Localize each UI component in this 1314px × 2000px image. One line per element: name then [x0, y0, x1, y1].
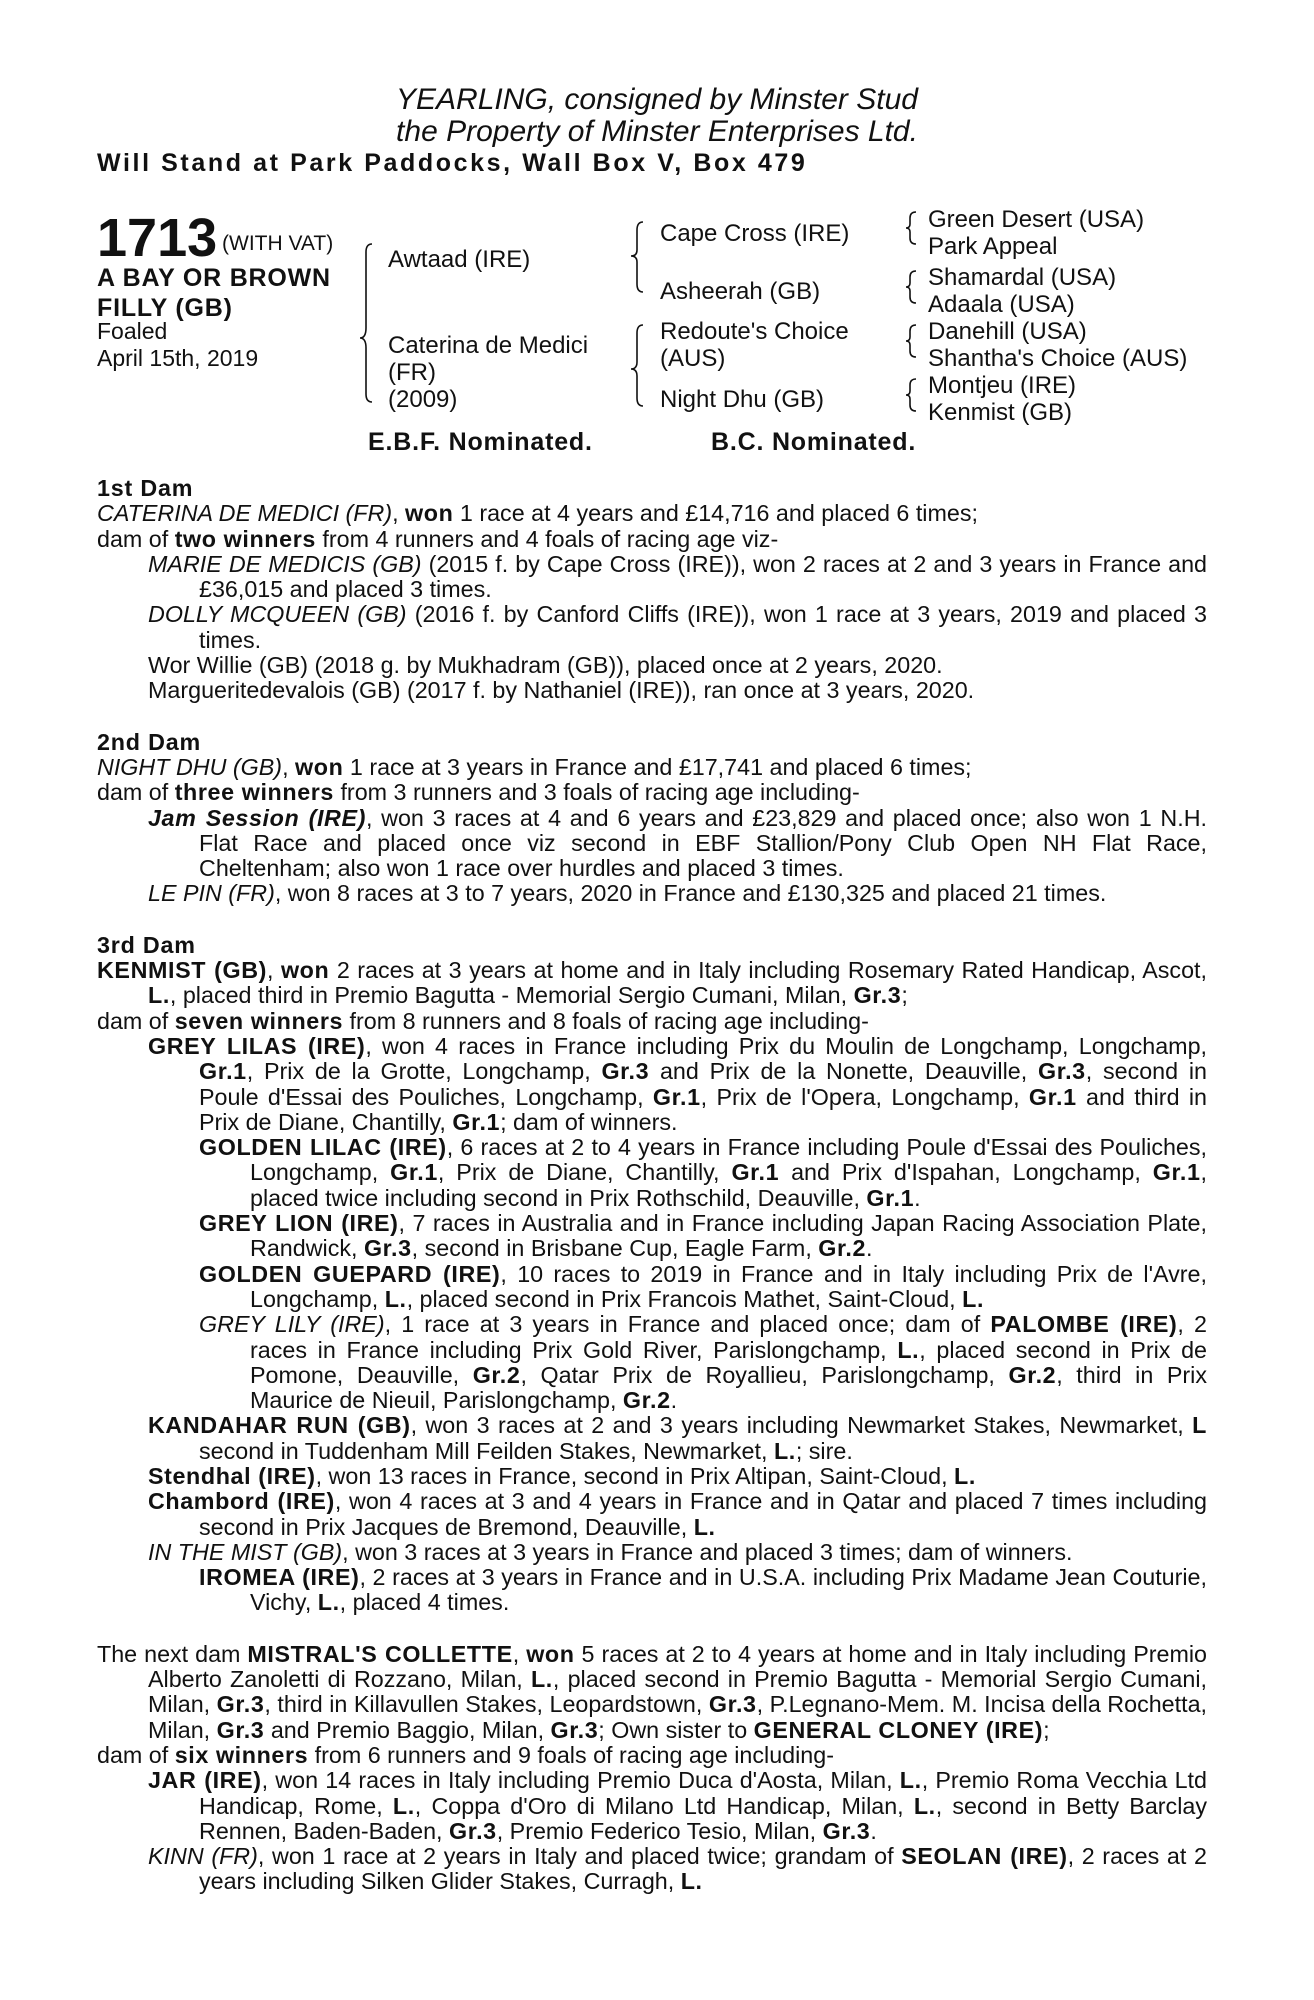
- text-run: , won 4 races in France including Prix du Moulin de Longchamp, Longchamp,: [365, 1032, 1207, 1059]
- text-run: , 2 races at 3 years in France and in U.S.A. including Prix Madame Jean Couturie, Vichy,: [250, 1564, 1207, 1616]
- text-run: , Qatar Prix de Royallieu, Parislongchamp,: [520, 1361, 1009, 1388]
- text-run: SEOLAN (IRE): [901, 1843, 1068, 1870]
- text-run: L.: [148, 982, 170, 1009]
- lot-number: 1713: [97, 208, 218, 268]
- text-run: Stendhal (IRE): [148, 1462, 316, 1489]
- text-run: , Premio Federico Tesio, Milan,: [496, 1817, 823, 1844]
- sire-name: Awtaad (IRE): [388, 246, 531, 273]
- text-run: 2 races at 3 years at home and in Italy including Rosemary Rated Handicap, Ascot,: [329, 957, 1207, 984]
- bc-nominated: B.C. Nominated.: [711, 428, 917, 456]
- text-run: .: [866, 1235, 873, 1262]
- next-dam-record: [97, 1642, 1207, 1743]
- produce-entry: [148, 1844, 1207, 1895]
- sire-sire-name: Cape Cross (IRE): [660, 220, 850, 247]
- text-run: L.: [899, 1767, 922, 1794]
- text-run: L.: [530, 1666, 553, 1693]
- third-dam-produce-summary: [97, 1009, 1207, 1034]
- text-run: and third in Prix de Diane, Chantilly,: [199, 1083, 1207, 1135]
- ancestor-park-appeal: Park Appeal: [928, 233, 1058, 260]
- produce-entry: [148, 653, 1207, 678]
- text-run: second in Tuddenham Mill Feilden Stakes, Newmarket,: [199, 1437, 774, 1464]
- stabling-line: Will Stand at Park Paddocks, Wall Box V, Box 479: [97, 149, 808, 177]
- text-run: , placed third in Premio Bagutta - Memorial Sergio Cumani, Milan,: [169, 982, 854, 1009]
- lot-description-line1: A BAY OR BROWN: [97, 264, 331, 292]
- text-run: , Prix de Diane, Chantilly,: [437, 1159, 732, 1186]
- text-run: , Premio Roma Vecchia Ltd Handicap, Rome,: [199, 1767, 1207, 1819]
- first-dam-heading: 1st Dam: [97, 475, 194, 501]
- text-run: Gr.3: [216, 1716, 265, 1743]
- ancestor-green-desert: Green Desert (USA): [928, 206, 1145, 233]
- text-run: dam of: [97, 525, 175, 552]
- text-run: , placed second in Premio Bagutta - Memorial Sergio Cumani, Milan,: [148, 1666, 1207, 1718]
- text-run: dam of: [97, 779, 175, 806]
- text-run: Gr.3: [550, 1716, 599, 1743]
- text-run: two winners: [174, 525, 316, 552]
- text-run: Gr.2: [818, 1235, 867, 1262]
- text-run: LE PIN (FR): [148, 880, 275, 907]
- produce-entry: [148, 1034, 1207, 1135]
- text-run: , won 4 races at 3 and 4 years in France and in Qatar and placed 7 times including second in Prix Jacques de Bremond, Deauville,: [199, 1488, 1207, 1540]
- text-run: , placed 4 times.: [339, 1589, 510, 1616]
- produce-entry: [199, 1211, 1207, 1262]
- text-run: .: [914, 1184, 921, 1211]
- text-run: , 2 races at 2 years including Silken Glider Stakes, Curragh,: [199, 1843, 1207, 1895]
- second-dam-heading: 2nd Dam: [97, 728, 201, 755]
- ancestor-adaala: Adaala (USA): [928, 291, 1075, 318]
- text-run: Gr.3: [216, 1691, 265, 1718]
- g3-bracket: [906, 325, 916, 357]
- text-run: Gr.2: [472, 1361, 521, 1388]
- dam-sections: [97, 476, 1207, 1895]
- text-run: , third in Killavullen Stakes, Leopardstown,: [264, 1691, 709, 1718]
- second-dam-produce-summary: [97, 780, 1207, 805]
- text-run: Gr.3: [822, 1817, 871, 1844]
- text-run: KENMIST (GB): [97, 957, 267, 984]
- text-run: L: [1192, 1412, 1207, 1439]
- text-run: MARIE DE MEDICIS (GB): [148, 550, 422, 577]
- text-run: and Prix d'Ispahan, Longchamp,: [779, 1159, 1153, 1186]
- text-run: six winners: [174, 1741, 309, 1768]
- text-run: from 8 runners and 8 foals of racing age including-: [343, 1007, 869, 1034]
- text-run: Gr.2: [622, 1387, 671, 1414]
- produce-entry: [148, 678, 1207, 703]
- produce-entry: [148, 1768, 1207, 1844]
- text-run: The next dam: [97, 1640, 248, 1667]
- text-run: , second in Betty Barclay Rennen, Baden-Baden,: [199, 1792, 1207, 1844]
- text-run: GOLDEN GUEPARD (IRE): [199, 1260, 501, 1287]
- text-run: ; Own sister to: [598, 1716, 754, 1743]
- text-run: GREY LION (IRE): [199, 1210, 399, 1237]
- text-run: DOLLY MCQUEEN (GB): [148, 601, 407, 628]
- text-run: L.: [384, 1285, 407, 1312]
- text-run: and Premio Baggio, Milan,: [264, 1716, 551, 1743]
- ancestor-montjeu: Montjeu (IRE): [928, 372, 1077, 399]
- text-run: L.: [962, 1285, 985, 1312]
- text-run: NIGHT DHU (GB): [97, 753, 283, 780]
- second-dam-record: [97, 755, 1207, 780]
- produce-entry: [199, 1565, 1207, 1616]
- text-run: , P.Legnano-Mem. M. Incisa della Rochetta, Milan,: [148, 1691, 1208, 1743]
- text-run: , 2 races in France including Prix Gold River, Parislongchamp,: [250, 1311, 1207, 1363]
- text-run: , won 3 races at 3 years in France and placed 3 times; dam of winners.: [342, 1538, 1073, 1565]
- text-run: Gr.1: [390, 1159, 438, 1186]
- text-run: L.: [392, 1792, 415, 1819]
- text-run: ,: [266, 957, 281, 984]
- text-run: Gr.1: [199, 1058, 247, 1085]
- text-run: PALOMBE (IRE): [990, 1311, 1178, 1338]
- text-run: , placed second in Prix de Pomone, Deauville,: [250, 1336, 1207, 1388]
- text-run: Gr.3: [601, 1058, 650, 1085]
- sire-dam-bracket: [360, 244, 372, 402]
- text-run: Gr.1: [731, 1159, 780, 1186]
- text-run: dam of: [97, 1007, 175, 1034]
- produce-entry: [199, 1135, 1207, 1211]
- first-dam-record: [97, 501, 1207, 526]
- text-run: Gr.1: [866, 1184, 915, 1211]
- text-run: from 4 runners and 4 foals of racing age viz-: [315, 525, 779, 552]
- text-run: , 1 race at 3 years in France and placed once; dam of: [384, 1311, 991, 1338]
- text-run: won: [280, 957, 330, 984]
- text-run: , second in Brisbane Cup, Eagle Farm,: [411, 1235, 819, 1262]
- text-run: 5 races at 2 to 4 years at home and in Italy including Premio Alberto Zanoletti di Rozzano, Milan,: [148, 1640, 1207, 1693]
- text-run: , 6 races at 2 to 4 years in France including Poule d'Essai des Pouliches, Longchamp,: [250, 1134, 1208, 1186]
- g1-bracket: [906, 212, 916, 244]
- text-run: from 3 runners and 3 foals of racing age including-: [333, 779, 860, 806]
- lot-description-line2: FILLY (GB): [97, 294, 233, 322]
- consignor-line: YEARLING, consigned by Minster Stud: [396, 83, 918, 116]
- text-run: , won 3 races at 2 and 3 years including Newmarket Stakes, Newmarket,: [410, 1412, 1193, 1439]
- produce-entry: [148, 1489, 1207, 1540]
- text-run: (2016 f. by Canford Cliffs (IRE)), won 1 race at 3 years, 2019 and placed 3 times.: [199, 601, 1207, 653]
- text-run: Gr.3: [853, 982, 902, 1009]
- dam-name-line3: (2009): [388, 386, 458, 413]
- text-run: , 7 races in Australia and in France including Japan Racing Association Plate, Randwick,: [250, 1210, 1207, 1262]
- text-run: , won 13 races in France, second in Prix Altipan, Saint-Cloud,: [315, 1462, 955, 1489]
- text-run: L.: [317, 1589, 340, 1616]
- text-run: , placed second in Prix Francois Mathet, Saint-Cloud,: [406, 1285, 963, 1312]
- text-run: GREY LILY (IRE): [199, 1311, 385, 1338]
- produce-entry: [148, 1540, 1207, 1565]
- text-run: won: [405, 500, 454, 527]
- text-run: and Prix de la Nonette, Deauville,: [649, 1058, 1038, 1085]
- text-run: L.: [773, 1437, 796, 1464]
- text-run: ; dam of winners.: [500, 1108, 678, 1135]
- text-run: ,: [282, 753, 296, 780]
- text-run: (2015 f. by Cape Cross (IRE)), won 2 races at 2 and 3 years in France and £36,015 and placed 3 times.: [199, 550, 1207, 603]
- text-run: from 6 runners and 9 foals of racing age including-: [308, 1741, 834, 1768]
- text-run: MISTRAL'S COLLETTE: [247, 1640, 513, 1667]
- foaled-label: Foaled: [97, 318, 168, 344]
- produce-entry: [199, 1312, 1207, 1413]
- property-line: the Property of Minster Enterprises Ltd.: [396, 115, 918, 148]
- text-run: Gr.1: [1028, 1083, 1077, 1110]
- sire-dam-name: Asheerah (GB): [660, 278, 821, 305]
- sire-bracket: [631, 222, 643, 292]
- text-run: Gr.3: [1037, 1058, 1086, 1085]
- text-run: CATERINA DE MEDICI (FR): [97, 500, 393, 527]
- produce-entry: [148, 1413, 1207, 1464]
- text-run: IN THE MIST (GB): [148, 1538, 343, 1565]
- text-run: , won 1 race at 2 years in Italy and placed twice; grandam of: [257, 1843, 902, 1870]
- text-run: Gr.1: [652, 1083, 701, 1110]
- produce-entry: [148, 602, 1207, 653]
- text-run: Gr.1: [452, 1108, 501, 1135]
- text-run: seven winners: [174, 1007, 344, 1034]
- produce-entry: [148, 881, 1207, 906]
- dam-name-line2: (FR): [388, 359, 436, 386]
- text-run: won: [526, 1640, 575, 1667]
- produce-entry: [148, 806, 1207, 882]
- third-dam-heading: 3rd Dam: [97, 931, 196, 958]
- text-run: .: [870, 1817, 877, 1844]
- text-run: , Prix de la Grotte, Longchamp,: [246, 1058, 602, 1085]
- vat-label: (WITH VAT): [222, 232, 334, 255]
- third-dam-record: [97, 958, 1207, 1009]
- dam-bracket: [631, 325, 643, 406]
- ebf-nominated: E.B.F. Nominated.: [368, 428, 593, 456]
- text-run: Chambord (IRE): [148, 1488, 335, 1515]
- text-run: Margueritedevalois (GB) (2017 f. by Nathaniel (IRE)), ran once at 3 years, 2020.: [148, 677, 975, 704]
- text-run: GENERAL CLONEY (IRE): [753, 1716, 1044, 1743]
- text-run: won: [295, 753, 344, 780]
- ancestor-shamardal: Shamardal (USA): [928, 264, 1117, 291]
- text-run: ,: [392, 500, 406, 527]
- text-run: 1 race at 3 years in France and £17,741 and placed 6 times;: [343, 753, 972, 780]
- ancestor-shanthas-choice: Shantha's Choice (AUS): [928, 345, 1188, 372]
- first-dam-produce-summary: [97, 527, 1207, 552]
- text-run: L.: [897, 1336, 920, 1363]
- text-run: ; sire.: [795, 1437, 853, 1464]
- text-run: , won 8 races at 3 to 7 years, 2020 in France and £130,325 and placed 21 times.: [274, 880, 1107, 907]
- text-run: JAR (IRE): [148, 1767, 262, 1794]
- text-run: ,: [512, 1640, 527, 1667]
- text-run: Gr.1: [1152, 1159, 1201, 1186]
- text-run: 1 race at 4 years and £14,716 and placed 6 times;: [453, 500, 978, 527]
- next-dam-produce-summary: [97, 1743, 1207, 1768]
- text-run: , won 3 races at 4 and 6 years and £23,829 and placed once; also won 1 N.H. Flat Race and placed once viz second in EBF Stallion/Pony Club Open NH Flat Race, Cheltenham; also won 1 race over hurdles and placed 3 times.: [199, 804, 1207, 882]
- produce-entry: [148, 552, 1207, 603]
- foaled-date: April 15th, 2019: [97, 345, 259, 371]
- text-run: L.: [680, 1868, 703, 1895]
- text-run: , placed twice including second in Prix Rothschild, Deauville,: [250, 1159, 1207, 1211]
- text-run: , 10 races to 2019 in France and in Italy including Prix de l'Avre, Longchamp,: [250, 1260, 1207, 1312]
- text-run: , Coppa d'Oro di Milano Ltd Handicap, Milan,: [414, 1792, 914, 1819]
- dam-sire-name-line1: Redoute's Choice: [660, 318, 849, 345]
- text-run: Gr.3: [449, 1817, 497, 1844]
- ancestor-danehill: Danehill (USA): [928, 318, 1087, 345]
- dam-dam-name: Night Dhu (GB): [660, 386, 825, 413]
- text-run: IROMEA (IRE): [199, 1564, 360, 1591]
- text-run: , won 14 races in Italy including Premio Duca d'Aosta, Milan,: [261, 1767, 900, 1794]
- text-run: Gr.2: [1008, 1361, 1057, 1388]
- ancestor-kenmist: Kenmist (GB): [928, 399, 1073, 426]
- text-run: Jam Session (IRE): [148, 804, 366, 831]
- text-run: L.: [954, 1462, 976, 1489]
- text-run: ;: [901, 982, 908, 1009]
- text-run: KANDAHAR RUN (GB): [148, 1412, 411, 1439]
- produce-entry: [199, 1262, 1207, 1313]
- text-run: , second in Poule d'Essai des Pouliches, Longchamp,: [199, 1058, 1207, 1110]
- text-run: dam of: [97, 1741, 175, 1768]
- text-run: L.: [693, 1513, 716, 1540]
- text-run: Gr.3: [708, 1691, 757, 1718]
- text-run: three winners: [174, 779, 334, 806]
- text-run: GREY LILAS (IRE): [148, 1032, 366, 1059]
- text-run: GOLDEN LILAC (IRE): [199, 1134, 447, 1161]
- dam-sire-name-line2: (AUS): [660, 345, 726, 372]
- dam-name-line1: Caterina de Medici: [388, 332, 589, 359]
- produce-entry: [148, 1464, 1207, 1489]
- text-run: , Prix de l'Opera, Longchamp,: [700, 1083, 1029, 1110]
- text-run: KINN (FR): [148, 1843, 258, 1870]
- text-run: Wor Willie (GB) (2018 g. by Mukhadram (GB)), placed once at 2 years, 2020.: [148, 652, 943, 679]
- text-run: Gr.3: [363, 1235, 412, 1262]
- g2-bracket: [906, 271, 916, 303]
- g4-bracket: [906, 379, 916, 411]
- text-run: L.: [913, 1792, 936, 1819]
- text-run: .: [670, 1387, 678, 1414]
- text-run: ;: [1043, 1716, 1050, 1743]
- text-run: , third in Prix Maurice de Nieuil, Parislongchamp,: [250, 1361, 1207, 1414]
